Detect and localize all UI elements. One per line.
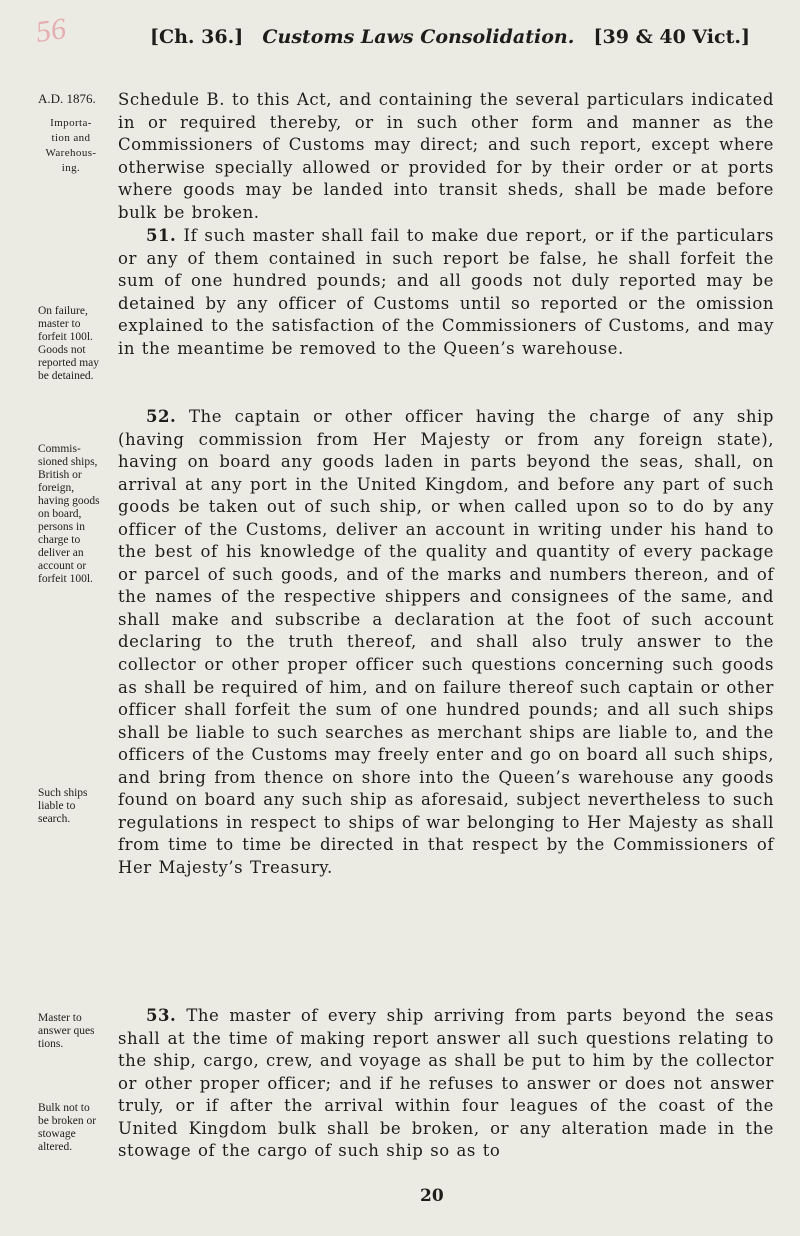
header-regnal-year: [39 & 40 Vict.]: [593, 26, 750, 48]
section-53: [118, 1005, 774, 1163]
header-chapter: [Ch. 36.]: [150, 26, 244, 48]
section-52: [118, 406, 774, 879]
margin-s52-text: Commis- sioned ships, British or foreign, having goods on board, persons in charge to deliver an account or forfeit 100l.: [38, 443, 100, 585]
margin-s51: [38, 305, 104, 383]
section-51: [118, 225, 774, 360]
margin-s53-text: Master to answer ques tions.: [38, 1012, 95, 1050]
header-title: Customs Laws Consolidation.: [262, 26, 575, 48]
margin-s51-text: On failure, master to forfeit 100l. Goods not reported may be detained.: [38, 305, 99, 382]
margin-s52-search-text: Such ships liable to search.: [38, 787, 88, 825]
margin-s52: [38, 443, 104, 586]
margin-importation-text: Importa- tion and Warehous- ing.: [45, 117, 97, 174]
section-53-number: 53.: [146, 1006, 177, 1025]
pencil-annotation: 56: [33, 12, 69, 49]
section-51-number: 51.: [146, 226, 177, 245]
margin-importation-warehousing: [38, 116, 104, 176]
margin-year: A.D. 1876.: [38, 91, 96, 106]
margin-s52-search: [38, 787, 104, 826]
section-52-text: The captain or other officer having the charge of any ship (having commission from Her Majesty or from any foreign state), having on board any goods laden in parts beyond the seas, shall, on arrival at any port in the United Kingdom, and before any part of such goods be taken out of such ship, or when called upon so to do by any officer of the Customs, deliver an account in writing under his hand to the best of his knowledge of the quality and quantity of every package or parcel of such goods, and of the marks and numbers thereon, and of the names of the respective shippers and consignees of the same, and shall make and subscribe a declaration at the foot of such account declaring to the truth thereof, and shall also truly answer to the collector or other proper officer such questions concerning such goods as shall be required of him, and on failure thereof such captain or other officer shall forfeit the sum of one hundred pounds; and all such ships shall be liable to such searches as merchant ships are liable to, and the officers of the Customs may freely enter and go on board all such ships, and bring from thence on shore into the Queen’s warehouse any goods found on board any such ship as aforesaid, subject nevertheless to such regulations in respect to ships of war belonging to Her Majesty as shall from time to time be directed in that respect by the Commissioners of Her Majesty’s Treasury.: [118, 407, 775, 877]
paragraph-intro: [118, 89, 774, 224]
intro-text: Schedule B. to this Act, and containing the several particulars indicated in or required thereby, or in such other form and manner as the Commissioners of Customs may direct; and such report, except where otherwise specially allowed or provided for by their order or at ports where goods may be landed into transit sheds, shall be made before bulk be broken.: [118, 90, 774, 222]
running-header: [150, 26, 750, 48]
page-number: 20: [420, 1186, 444, 1206]
section-53-text: The master of every ship arriving from parts beyond the seas shall at the time of making report answer all such questions relating to the ship, cargo, crew, and voyage as shall be put to him by the collector or other proper officer; and if he refuses to answer or does not answer truly, or if after the arrival within four leagues of the coast of the United Kingdom bulk shall be broken, or any alteration made in the stowage of the cargo of such ship so as to: [118, 1006, 774, 1161]
margin-s53-bulk-text: Bulk not to be broken or stowage altered.: [38, 1102, 97, 1153]
margin-s53: [38, 1012, 104, 1051]
section-52-number: 52.: [146, 407, 177, 426]
margin-s53-bulk: [38, 1102, 104, 1154]
section-51-text: If such master shall fail to make due report, or if the particulars or any of them contained in such report be false, he shall forfeit the sum of one hundred pounds; and all goods not duly reported may be detained by any officer of Customs until so reported or the omission explained to the satisfaction of the Commissioners of Customs, and may in the meantime be removed to the Queen’s warehouse.: [118, 226, 774, 358]
